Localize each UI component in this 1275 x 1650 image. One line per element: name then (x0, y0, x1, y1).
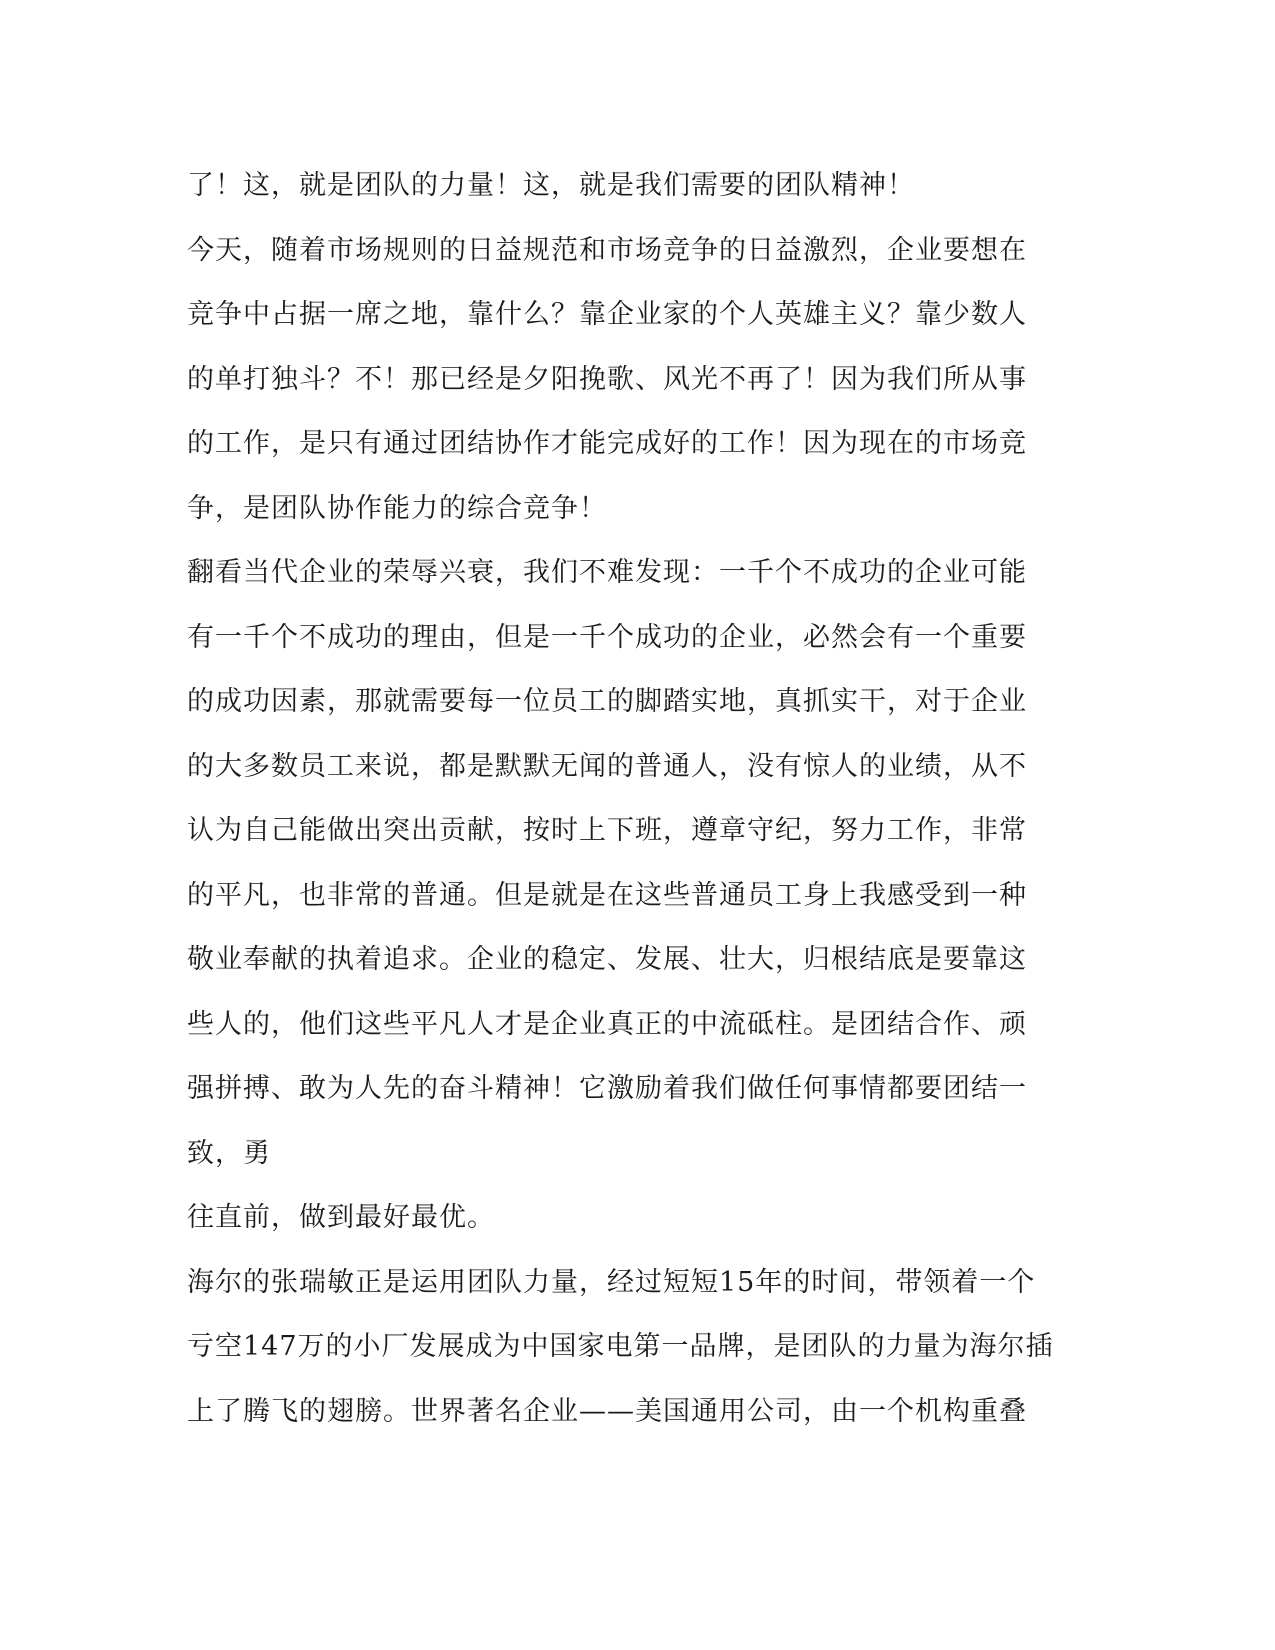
text-line: 往直前，做到最好最优。 (187, 1202, 495, 1233)
text-line: 的平凡，也非常的普通。但是就是在这些普通员工身上我感受到一种 (187, 879, 1027, 911)
text-line: 今天，随着市场规则的日益规范和市场竞争的日益激烈，企业要想在 (187, 234, 1027, 266)
text-line: 海尔的张瑞敏正是运用团队力量，经过短短15年的时间，带领着一个 (187, 1266, 1036, 1298)
text-line: 的单打独斗？不！那已经是夕阳挽歌、风光不再了！因为我们所从事 (187, 363, 1027, 395)
text-line: 的大多数员工来说，都是默默无闻的普通人，没有惊人的业绩，从不 (187, 750, 1027, 782)
text-line: 翻看当代企业的荣辱兴衰，我们不难发现：一千个不成功的企业可能 (187, 557, 1027, 588)
text-line: 敬业奉献的执着追求。企业的稳定、发展、壮大，归根结底是要靠这 (187, 944, 1027, 975)
text-line: 致，勇 (187, 1137, 271, 1169)
text-line: 争，是团队协作能力的综合竞争！ (187, 492, 607, 524)
text-line: 的成功因素，那就需要每一位员工的脚踏实地，真抓实干，对于企业 (187, 686, 1027, 717)
text-line: 上了腾飞的翅膀。世界著名企业——美国通用公司，由一个机构重叠 (187, 1395, 1027, 1427)
body-text (187, 166, 1067, 1456)
text-line: 有一千个不成功的理由，但是一千个成功的企业，必然会有一个重要 (187, 621, 1027, 653)
text-line: 竞争中占据一席之地，靠什么？靠企业家的个人英雄主义？靠少数人 (187, 299, 1027, 330)
text-line: 些人的，他们这些平凡人才是企业真正的中流砥柱。是团结合作、顽 (187, 1008, 1027, 1040)
text-line: 亏空147万的小厂发展成为中国家电第一品牌，是团队的力量为海尔插 (187, 1331, 1054, 1362)
text-line: 了！这，就是团队的力量！这，就是我们需要的团队精神！ (187, 170, 915, 201)
text-line: 的工作，是只有通过团结协作才能完成好的工作！因为现在的市场竞 (187, 428, 1027, 459)
text-line: 认为自己能做出突出贡献，按时上下班，遵章守纪，努力工作，非常 (187, 815, 1027, 846)
text-line: 强拼搏、敢为人先的奋斗精神！它激励着我们做任何事情都要团结一 (187, 1073, 1027, 1104)
